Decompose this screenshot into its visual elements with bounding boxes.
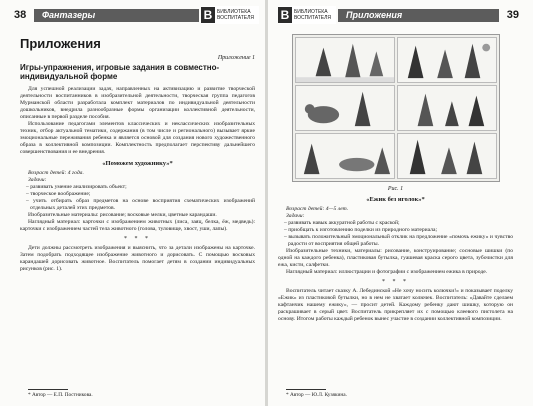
drawing-panel	[397, 85, 497, 131]
drawing-panel	[295, 133, 395, 179]
task-item: – творческое воображение;	[26, 191, 91, 197]
right-header	[278, 6, 519, 26]
task-item: – приобщать к изготовлению поделки из природного материала;	[284, 227, 438, 233]
library-logo	[278, 6, 336, 24]
footnote	[28, 389, 93, 398]
intro-paragraph-2: Использование педагогами элементов классических и неклассических изобразительных техник, отбор актуальной тематики, содержания (в том числе и регионального) вызывает яркие эмоциональные переживания ребенка и является основой для создания нового художественного образа в коллективной композиции. Комплектность предполагает перспективу дальнейшего совершенствования и ее внедрения.	[20, 121, 255, 155]
section-bar	[338, 9, 499, 22]
game-title: «Ежик без иголок»*	[366, 196, 425, 203]
subheading: Игры-упражнения, игровые задания в совместно-индивидуальной форме	[20, 63, 220, 81]
left-page	[0, 0, 265, 406]
section-bar	[34, 9, 199, 22]
left-header	[14, 6, 255, 26]
footnote	[286, 389, 347, 398]
footnote-rule	[28, 389, 68, 390]
children-drawings-figure	[292, 34, 500, 182]
task-item: – учить отбирать образ предметов на основе восприятия схематических изображений отдельных деталей этих предметов.	[26, 198, 255, 211]
drawing-panel	[295, 37, 395, 83]
tasks-label: Задачи:	[286, 213, 305, 219]
visual-line: Наглядный материал: карточки с изображением животных (лиса, заяц, белка, ёж, медведь): карточки с изображением частей тела животного (голова, туловище, хвост, уши, лапы).	[20, 219, 255, 232]
section-title: Приложения	[346, 10, 403, 20]
outro-paragraph: Воспитатель читает сказку А. Лебединской «Не хочу носить колючки!» и показывает поделку «Ежик» из пластиковой бутылки, но в нем не хватает колючек. Воспитатель: «Давайте сделаем кафтанчик нашему ежику», — просит детей. Каждому ребенку дают шишку, которую он раскрашивает в серый цвет. Воспитатель прикрепляет их с помощью клеевого пистолета на основу. Итогом работы каждый ребенок вынес участие в создании коллективной композиции.	[278, 288, 513, 322]
task-item: – развивать умение анализировать объект;	[26, 184, 127, 190]
tasks-label: Задачи:	[28, 177, 47, 183]
materials-line: Изобразительные техники, материалы: рисование, конструирование; сосновые шишки (по одной на каждого ребенка), пластиковая бутылка, гуашевая краска серого цвета, зубочистки для ежа, кисти, салфетки.	[278, 248, 513, 268]
visual-line: Наглядный материал: иллюстрации и фотографии с изображением ежика в природе.	[286, 269, 488, 275]
logo-text: БИБЛИОТЕКА ВОСПИТАТЕЛЯ	[217, 9, 254, 21]
section-title: Фантазеры	[42, 10, 96, 20]
outro-paragraph: Дети должны рассмотреть изображения и выяснить, что за детали изображены на карточке. Затем подобрать подходящее изображение животного и дорисовать. С помощью восковых карандашей дорисовать животное. Воспитатель помогает детям в создании индивидуальных рисунков (рис. 1).	[20, 245, 255, 272]
game-title: «Поможем художнику»*	[102, 160, 173, 167]
footnote-text: * Автор — Е.П. Постникова.	[28, 392, 93, 398]
right-page	[268, 0, 533, 406]
age-line: Возраст детей: 4 года.	[28, 170, 84, 176]
separator-stars: * * *	[382, 279, 409, 285]
page-number: 38	[14, 9, 27, 21]
drawing-panel	[397, 37, 497, 83]
logo-letter: В	[278, 7, 292, 23]
task-item: – вызывать положительный эмоциональный отклик на предложение «помочь ежику» и чувство радости от восприятия общей работы.	[284, 234, 513, 247]
logo-letter: В	[201, 7, 215, 23]
task-item: – развивать навык аккуратной работы с краской;	[284, 220, 400, 226]
figure-caption: Рис. 1	[387, 186, 404, 192]
library-logo	[201, 6, 259, 24]
logo-text: БИБЛИОТЕКА ВОСПИТАТЕЛЯ	[294, 9, 331, 21]
materials-line: Изобразительные материалы: рисование; восковые мелки, цветные карандаши.	[28, 212, 217, 218]
intro-paragraph-1: Для успешной реализации задач, направленных на активизацию и развитие творческой деятельности воспитанников в изобразительной деятельности, творческая группа педагогов Мурманской области разработала комплект материалов по индивидуальной деятельности дошкольников, внедрила разнообразные формы организации коллективной деятельности, описанные в первой разделе пособия.	[20, 86, 255, 120]
drawing-panel	[397, 133, 497, 179]
footnote-rule	[286, 389, 326, 390]
appendix-label: Приложение 1	[217, 55, 255, 61]
footnote-text: * Автор — Ю.Л. Кузякина.	[286, 392, 347, 398]
age-line: Возраст детей: 4—5 лет.	[286, 206, 349, 212]
drawing-panel	[295, 85, 395, 131]
separator-stars: * * *	[124, 236, 151, 242]
page-number: 39	[506, 9, 519, 21]
page-heading: Приложения	[20, 36, 101, 51]
